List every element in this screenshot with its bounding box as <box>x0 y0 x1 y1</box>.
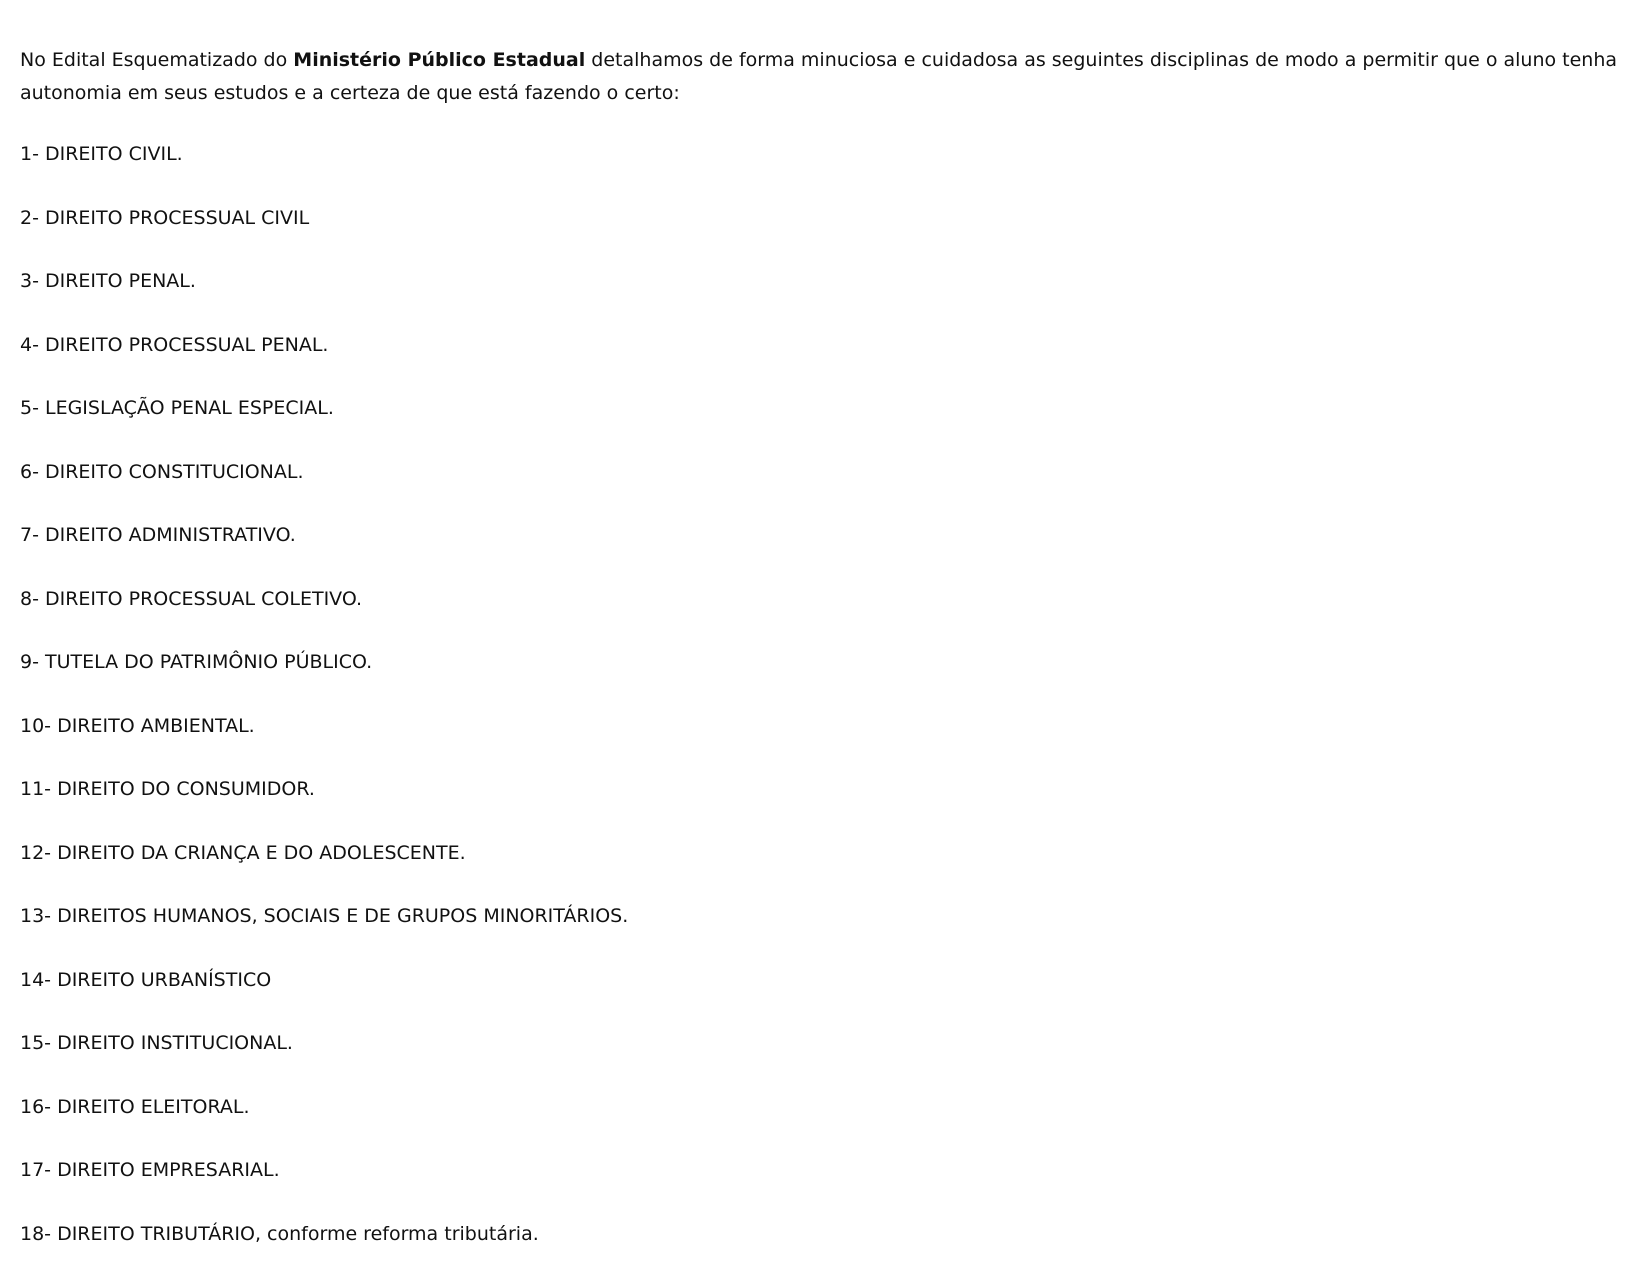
subject-item: 8- DIREITO PROCESSUAL COLETIVO. <box>20 583 1640 647</box>
subject-item: 10- DIREITO AMBIENTAL. <box>20 710 1640 774</box>
subject-item: 14- DIREITO URBANÍSTICO <box>20 964 1640 1028</box>
subject-item: 1- DIREITO CIVIL. <box>20 138 1640 202</box>
subject-item: 9- TUTELA DO PATRIMÔNIO PÚBLICO. <box>20 646 1640 710</box>
subject-item: 6- DIREITO CONSTITUCIONAL. <box>20 456 1640 520</box>
intro-text-start: No Edital Esquematizado do <box>20 49 293 71</box>
subject-item: 4- DIREITO PROCESSUAL PENAL. <box>20 329 1640 393</box>
subject-item: 2- DIREITO PROCESSUAL CIVIL <box>20 202 1640 266</box>
subject-item: 15- DIREITO INSTITUCIONAL. <box>20 1027 1640 1091</box>
subject-item: 11- DIREITO DO CONSUMIDOR. <box>20 773 1640 837</box>
intro-paragraph <box>20 44 1640 110</box>
intro-bold-institution: Ministério Público Estadual <box>293 49 585 71</box>
subject-item: 12- DIREITO DA CRIANÇA E DO ADOLESCENTE. <box>20 837 1640 901</box>
subject-item: 13- DIREITOS HUMANOS, SOCIAIS E DE GRUPOS MINORITÁRIOS. <box>20 900 1640 964</box>
subject-item: 18- DIREITO TRIBUTÁRIO, conforme reforma tributária. <box>20 1218 1640 1281</box>
document-body <box>20 44 1640 1281</box>
subject-item: 17- DIREITO EMPRESARIAL. <box>20 1154 1640 1218</box>
subject-item: 5- LEGISLAÇÃO PENAL ESPECIAL. <box>20 392 1640 456</box>
subject-item: 16- DIREITO ELEITORAL. <box>20 1091 1640 1155</box>
subject-list <box>20 138 1640 1281</box>
subject-item: 7- DIREITO ADMINISTRATIVO. <box>20 519 1640 583</box>
subject-item: 3- DIREITO PENAL. <box>20 265 1640 329</box>
intro-text-end: detalhamos de forma minuciosa e cuidadosa as seguintes disciplinas de modo a permitir que o aluno tenha autonomia em seus estudos e a certeza de que está fazendo o certo: <box>20 49 1617 104</box>
